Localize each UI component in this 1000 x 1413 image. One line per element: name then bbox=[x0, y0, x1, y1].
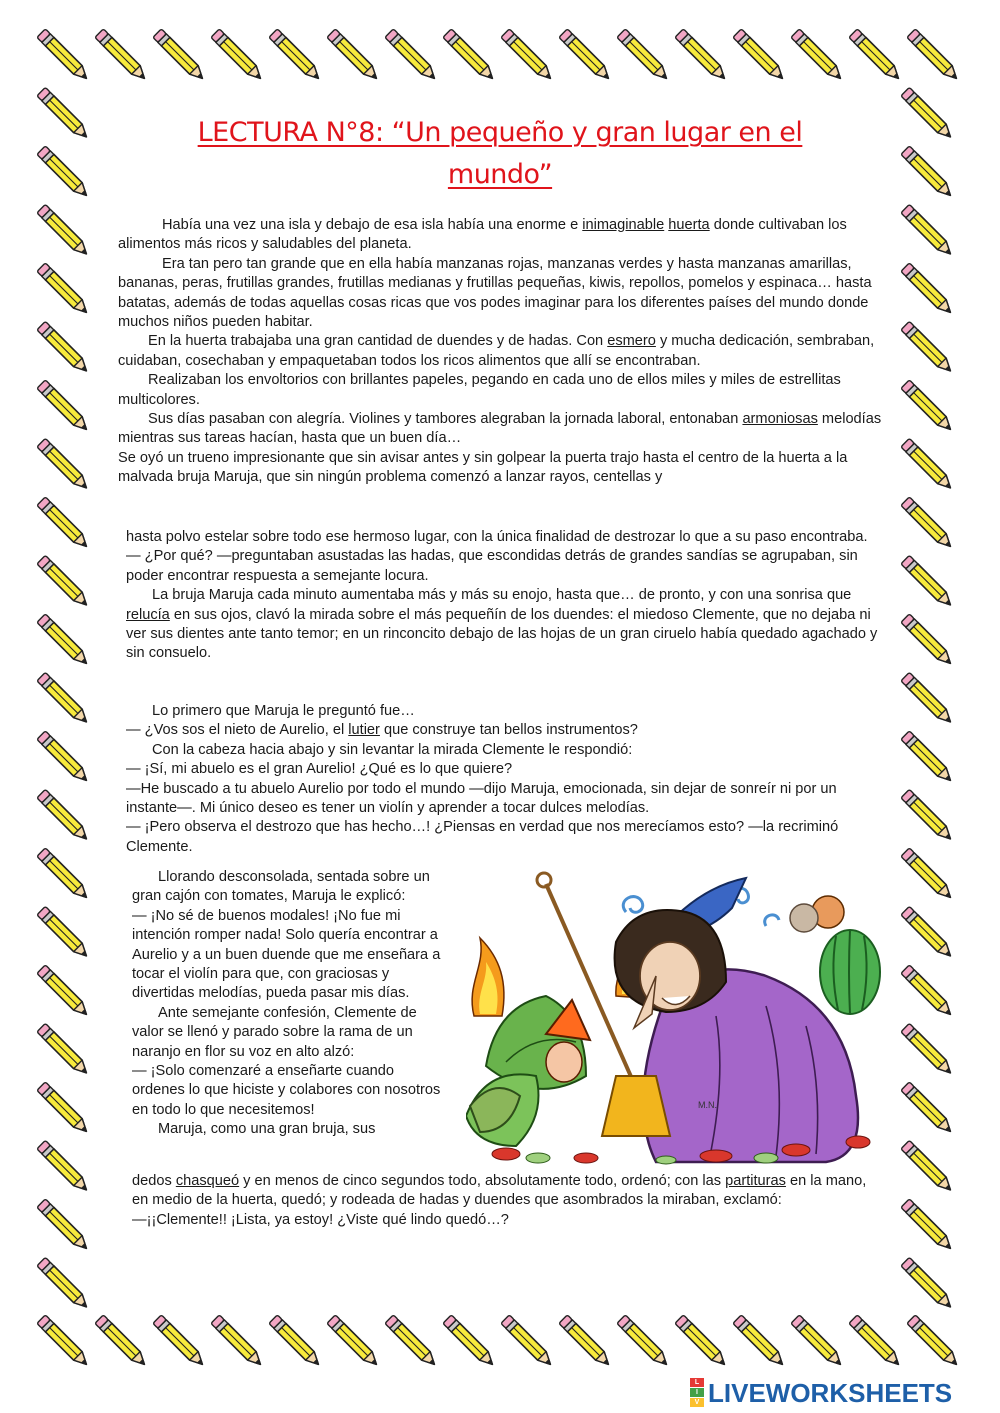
paragraph-16: Llorando desconsolada, sentada sobre un gran cajón con tomates, Maruja le explicó: bbox=[132, 869, 430, 905]
pencil-icon bbox=[327, 29, 381, 83]
paragraph-20-start: Maruja, como una gran bruja, sus bbox=[158, 1121, 376, 1138]
pencil-icon bbox=[37, 789, 91, 843]
pencil-icon bbox=[849, 1315, 903, 1369]
pencil-icon bbox=[37, 438, 91, 492]
pencil-icon bbox=[37, 204, 91, 258]
vocabulary-word: armoniosas bbox=[742, 411, 818, 428]
paragraph-2: Era tan pero tan grande que en ella había manzanas rojas, manzanas verdes y hasta manzanas amarillas, bananas, peras, frutillas grandes, frutillas medianas y frutillas pequeñas, kiwis, repollos, pomelos y espinaca… hasta batatas, además de todas aquellas cosas ricas que vos podes imaginar para los diferentes países del mundo donde muchos niños pueden habitar. bbox=[118, 255, 872, 331]
pencil-icon bbox=[733, 1315, 787, 1369]
pencil-icon bbox=[37, 321, 91, 375]
pencil-icon bbox=[901, 1023, 955, 1077]
pencil-icon bbox=[37, 614, 91, 668]
pencil-icon bbox=[901, 1257, 955, 1311]
pencil-icon bbox=[153, 1315, 207, 1369]
paragraph-15: — ¡Pero observa el destrozo que has hecho…! ¿Piensas en verdad que nos merecíamos esto? —la recriminó Clemente. bbox=[126, 819, 839, 855]
pencil-icon bbox=[37, 731, 91, 785]
pencil-icon bbox=[559, 1315, 613, 1369]
paragraph-20-end: dedos chasqueó y en menos de cinco segundos todo, absolutamente todo, ordenó; con las partituras en la mano, en medio de la huerta, quedó; y rodeada de hadas y duendes que asombrados la miraban, exclamó: bbox=[132, 1173, 867, 1209]
paragraph-14: —He buscado a tu abuelo Aurelio por todo el mundo —dijo Maruja, emocionada, sin dejar de sonreír ni por un instante—. Mi único deseo es tener un violín y aprender a tocar dulces melodías. bbox=[126, 780, 837, 817]
pencil-icon bbox=[675, 29, 729, 83]
story-part-2 bbox=[126, 528, 882, 664]
pencil-icon bbox=[901, 87, 955, 141]
pencil-icon bbox=[901, 672, 955, 726]
pencil-icon bbox=[901, 204, 955, 258]
paragraph-8: — ¿Por qué? —preguntaban asustadas las hadas, que escondidas detrás de grandes sandías se agrupaban, sin poder encontrar respuesta a semejante locura. bbox=[126, 548, 858, 584]
vocabulary-word: inimaginable bbox=[582, 217, 665, 233]
pencil-icon bbox=[901, 380, 955, 434]
story-part-4 bbox=[132, 868, 444, 1140]
paragraph-5: Sus días pasaban con alegría. Violines y tambores alegraban la jornada laboral, entonaban armoniosas melodías mientras sus tareas hacían, hasta que un buen día… bbox=[118, 411, 882, 447]
pencil-icon bbox=[901, 906, 955, 960]
pencil-icon bbox=[37, 965, 91, 1019]
pencil-icon bbox=[443, 1315, 497, 1369]
paragraph-4: Realizaban los envoltorios con brillantes papeles, pegando en cada uno de ellos miles y miles de estrellitas multicolores. bbox=[118, 372, 841, 408]
paragraph-21: —¡¡Clemente!! ¡Lista, ya estoy! ¿Viste qué lindo quedó…? bbox=[132, 1211, 509, 1228]
pencil-icon bbox=[269, 29, 323, 83]
vocabulary-word: lutier bbox=[348, 722, 380, 739]
pencil-icon bbox=[37, 1199, 91, 1253]
pencil-icon bbox=[37, 1023, 91, 1077]
pencil-icon bbox=[901, 848, 955, 902]
pencil-icon bbox=[37, 906, 91, 960]
paragraph-18: Ante semejante confesión, Clemente de valor se llenó y parado sobre la rama de un naranjo en flor su voz en alto alzó: bbox=[132, 1004, 417, 1060]
pencil-icon bbox=[791, 1315, 845, 1369]
pencil-icon bbox=[901, 263, 955, 317]
pencil-icon bbox=[901, 614, 955, 668]
pencil-icon bbox=[901, 1082, 955, 1136]
pencil-icon bbox=[901, 146, 955, 200]
pencil-icon bbox=[37, 380, 91, 434]
pencil-icon bbox=[37, 497, 91, 551]
pencil-icon bbox=[37, 1140, 91, 1194]
paragraph-13: — ¡Sí, mi abuelo es el gran Aurelio! ¿Qué es lo que quiere? bbox=[126, 761, 513, 778]
pencil-icon bbox=[37, 1315, 91, 1369]
witch-illustration bbox=[466, 866, 882, 1166]
pencil-icon bbox=[443, 29, 497, 83]
page-title: LECTURA N°8: “Un pequeño y gran lugar en el mundo” bbox=[197, 117, 803, 190]
pencil-icon bbox=[559, 29, 613, 83]
pencil-icon bbox=[617, 1315, 671, 1369]
paragraph-7: hasta polvo estelar sobre todo ese hermoso lugar, con la única finalidad de destrozar lo que a su paso encontraba. bbox=[126, 529, 868, 545]
pencil-icon bbox=[733, 29, 787, 83]
pencil-icon bbox=[37, 87, 91, 141]
paragraph-3: En la huerta trabajaba una gran cantidad de duendes y de hadas. Con esmero y mucha dedicación, sembraban, cuidaban, cosechaban y empaquetaban todos los ricos alimentos que allí se encontraban. bbox=[118, 333, 875, 369]
pencil-icon bbox=[385, 29, 439, 83]
story-part-3 bbox=[126, 702, 882, 857]
paragraph-17: — ¡No sé de buenos modales! ¡No fue mi intención romper nada! Solo quería encontrar a Aurelio y a un buen duende que me enseñara a tocar el violín para que, con graciosas y divertidas melodías, pueda pasar mis días. bbox=[132, 907, 441, 1002]
pencil-icon bbox=[95, 1315, 149, 1369]
vocabulary-word: partituras bbox=[725, 1173, 786, 1189]
pencil-icon bbox=[37, 1082, 91, 1136]
pencil-icon bbox=[901, 497, 955, 551]
paragraph-6: Se oyó un trueno impresionante que sin avisar antes y sin golpear la puerta trajo hasta el centro de la huerta a la malvada bruja Maruja, que sin ningún problema comenzó a lanzar rayos, centellas y bbox=[118, 449, 848, 486]
pencil-icon bbox=[37, 848, 91, 902]
pencil-icon bbox=[37, 555, 91, 609]
pencil-icon bbox=[901, 965, 955, 1019]
logo-text: LIVEWORKSHEETS bbox=[708, 1377, 953, 1408]
pencil-icon bbox=[211, 29, 265, 83]
pencil-icon bbox=[153, 29, 207, 83]
pencil-icon bbox=[901, 1140, 955, 1194]
pencil-icon bbox=[901, 789, 955, 843]
vocabulary-word: relucía bbox=[126, 606, 170, 623]
pencil-icon bbox=[327, 1315, 381, 1369]
pencil-icon bbox=[901, 1199, 955, 1253]
pencil-icon bbox=[849, 29, 903, 83]
pencil-icon bbox=[901, 438, 955, 492]
paragraph-9: La bruja Maruja cada minuto aumentaba más y más su enojo, hasta que… de pronto, y con una sonrisa que relucía en sus ojos, clavó la mirada sobre el más pequeñín de los duendes: el miedoso Clemente, que no dejaba ni ver sus dientes ante tanto temor; en un rinconcito debajo de las hojas de un gran ciruelo había quedado agachado y sin consuelo. bbox=[126, 587, 878, 662]
pencil-icon bbox=[901, 731, 955, 785]
illustration-signature: M.N. bbox=[698, 1100, 717, 1110]
pencil-icon bbox=[37, 263, 91, 317]
pencil-icon bbox=[37, 1257, 91, 1311]
pencil-icon bbox=[37, 146, 91, 200]
pencil-icon bbox=[675, 1315, 729, 1369]
vocabulary-word: huerta bbox=[668, 217, 710, 233]
pencil-icon bbox=[501, 1315, 555, 1369]
liveworksheets-logo bbox=[690, 1378, 952, 1408]
paragraph-1: Había una vez una isla y debajo de esa isla había una enorme e inimaginable huerta donde cultivaban los alimentos más ricos y saludables del planeta. bbox=[118, 217, 847, 253]
paragraph-12: Con la cabeza hacia abajo y sin levantar la mirada Clemente le respondió: bbox=[152, 741, 633, 758]
paragraph-19: — ¡Solo comenzaré a enseñarte cuando ordenes lo que hiciste y colabores con nosotros en todo lo que necesitemos! bbox=[132, 1063, 441, 1118]
pencil-icon bbox=[501, 29, 555, 83]
pencil-icon bbox=[211, 1315, 265, 1369]
paragraph-10: Lo primero que Maruja le preguntó fue… bbox=[152, 703, 415, 719]
pencil-icon bbox=[37, 672, 91, 726]
pencil-icon bbox=[95, 29, 149, 83]
pencil-icon bbox=[907, 29, 961, 83]
vocabulary-word: chasqueó bbox=[175, 1173, 240, 1189]
story-part-5 bbox=[132, 1172, 880, 1230]
pencil-icon bbox=[37, 29, 91, 83]
paragraph-11: — ¿Vos sos el nieto de Aurelio, el lutier que construye tan bellos instrumentos? bbox=[126, 722, 638, 739]
pencil-icon bbox=[791, 29, 845, 83]
vocabulary-word: esmero bbox=[607, 333, 656, 350]
pencil-icon bbox=[269, 1315, 323, 1369]
pencil-icon bbox=[617, 29, 671, 83]
pencil-icon bbox=[901, 555, 955, 609]
pencil-icon bbox=[907, 1315, 961, 1369]
pencil-icon bbox=[901, 321, 955, 375]
logo-mark-icon: L I V bbox=[690, 1378, 704, 1408]
story-part-1 bbox=[118, 216, 884, 488]
pencil-icon bbox=[385, 1315, 439, 1369]
